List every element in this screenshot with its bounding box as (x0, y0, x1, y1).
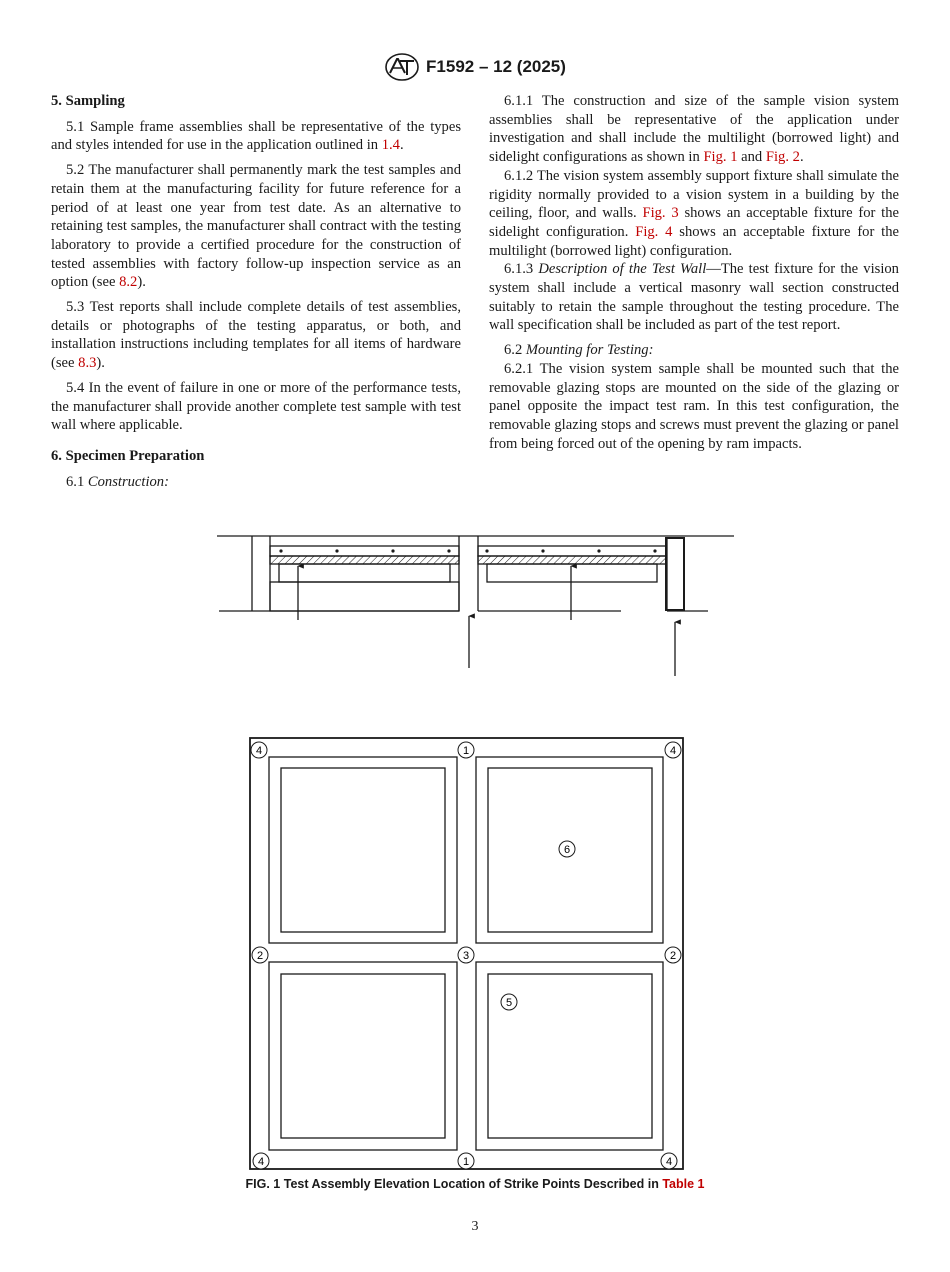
ref-8-2[interactable]: 8.2 (119, 274, 138, 291)
strike-marker-lower-right-pane (501, 994, 517, 1010)
sash-bottom-right (476, 962, 663, 1150)
svg-text:3: 3 (462, 950, 470, 962)
strike-marker-top-mid (458, 742, 474, 758)
ref-fig-3[interactable]: Fig. 3 (642, 205, 679, 222)
strike-marker-center (458, 947, 474, 963)
paragraph-5-2: 5.2 The manufacturer shall permanently mark the test samples and retain them at the manufacturing facility for future reference for a period of at least one year from test date. As an alternative to retaining test samples, the manufacturer shall contract with the testing laboratory to provide a certified procedure for the construction of tested assemblies with factory follow-up inspection service as an option (see 8.2). (51, 162, 461, 291)
paragraph-6-2: 6.2 Mounting for Testing: (504, 342, 654, 359)
glass-bottom-left (281, 974, 445, 1138)
ref-table-1[interactable]: Table 1 (662, 1177, 705, 1191)
sash-top-left (269, 757, 457, 943)
paragraph-5-3: 5.3 Test reports shall include complete details of test assemblies, details or photographs of the testing apparatus, or both, and installation instructions including templates for all items of hardware (see 8.3). (51, 299, 461, 372)
paragraph-5-4: 5.4 In the event of failure in one or more of the performance tests, the manufacturer shall provide another complete test sample with test wall where applicable. (51, 379, 461, 434)
svg-text:4: 4 (665, 1156, 673, 1168)
section-view (217, 536, 734, 676)
document-id: F1592 – 12 (2025) (426, 57, 566, 76)
svg-text:2: 2 (669, 950, 677, 962)
ref-fig-4[interactable]: Fig. 4 (635, 223, 673, 240)
paragraph-6-1-1: 6.1.1 The construction and size of the sample vision system assemblies shall be representative of the application under investigation and shall include the multilight (borrowed light) and sidelight configurations as shown in Fig. 1 and Fig. 2. (489, 93, 899, 166)
svg-text:2: 2 (256, 950, 264, 962)
ref-fig-2[interactable]: Fig. 2 (765, 149, 800, 166)
glass-top-left (281, 768, 445, 932)
svg-text:5: 5 (505, 997, 513, 1009)
sash-bottom-left (269, 962, 457, 1150)
svg-text:4: 4 (255, 745, 263, 757)
svg-text:1: 1 (462, 1156, 470, 1168)
strike-marker-top-right (665, 742, 681, 758)
strike-marker-bot-right (661, 1153, 677, 1169)
paragraph-6-1: 6.1 Construction: (66, 473, 169, 490)
strike-marker-mid-right (665, 947, 681, 963)
page-number: 3 (471, 1219, 479, 1234)
ref-8-3[interactable]: 8.3 (78, 355, 97, 372)
svg-text:1: 1 (462, 745, 470, 757)
strike-marker-bot-mid (458, 1153, 474, 1169)
paragraph-6-1-2: 6.1.2 The vision system assembly support fixture shall simulate the rigidity normally provided to a vision system in a building by the ceiling, floor, and walls. Fig. 3 shows an acceptable fixture for the sidelight configuration. Fig. 4 shows an acceptable fixture for the multilight (borrowed light) configuration. (489, 167, 899, 259)
svg-text:4: 4 (669, 745, 677, 757)
section-6-heading: 6. Specimen Preparation (51, 447, 205, 464)
strike-marker-top-left (251, 742, 267, 758)
paragraph-6-2-1: 6.2.1 The vision system sample shall be mounted such that the removable glazing stops are mounted on the side of the glazing or panel opposite the impact test ram. In this test configuration, the removable glazing stops and screws must prevent the glazing or panel from being forced out of the opening by ram impacts. (489, 360, 899, 452)
ref-1-4[interactable]: 1.4 (381, 137, 400, 154)
paragraph-6-1-3: 6.1.3 Description of the Test Wall—The test fixture for the vision system shall include a vertical masonry wall section constructed suitably to retain the sample throughout the testing procedure. The wall specification shall be included as part of the test report. (489, 261, 899, 334)
ref-fig-1[interactable]: Fig. 1 (703, 149, 738, 166)
figure-caption: FIG. 1 Test Assembly Elevation Location of Strike Points Described in Table 1 (245, 1177, 705, 1191)
strike-marker-upper-right-pane (559, 841, 575, 857)
strike-marker-mid-left (252, 947, 268, 963)
svg-text:6: 6 (563, 844, 571, 856)
section-5-heading: 5. Sampling (51, 93, 125, 109)
screw-dots (279, 549, 656, 552)
strike-marker-bot-left (253, 1153, 269, 1169)
paragraph-5-1: 5.1 Sample frame assemblies shall be representative of the types and styles intended for use in the application outlined in 1.4. (51, 118, 461, 154)
svg-text:4: 4 (257, 1156, 265, 1168)
